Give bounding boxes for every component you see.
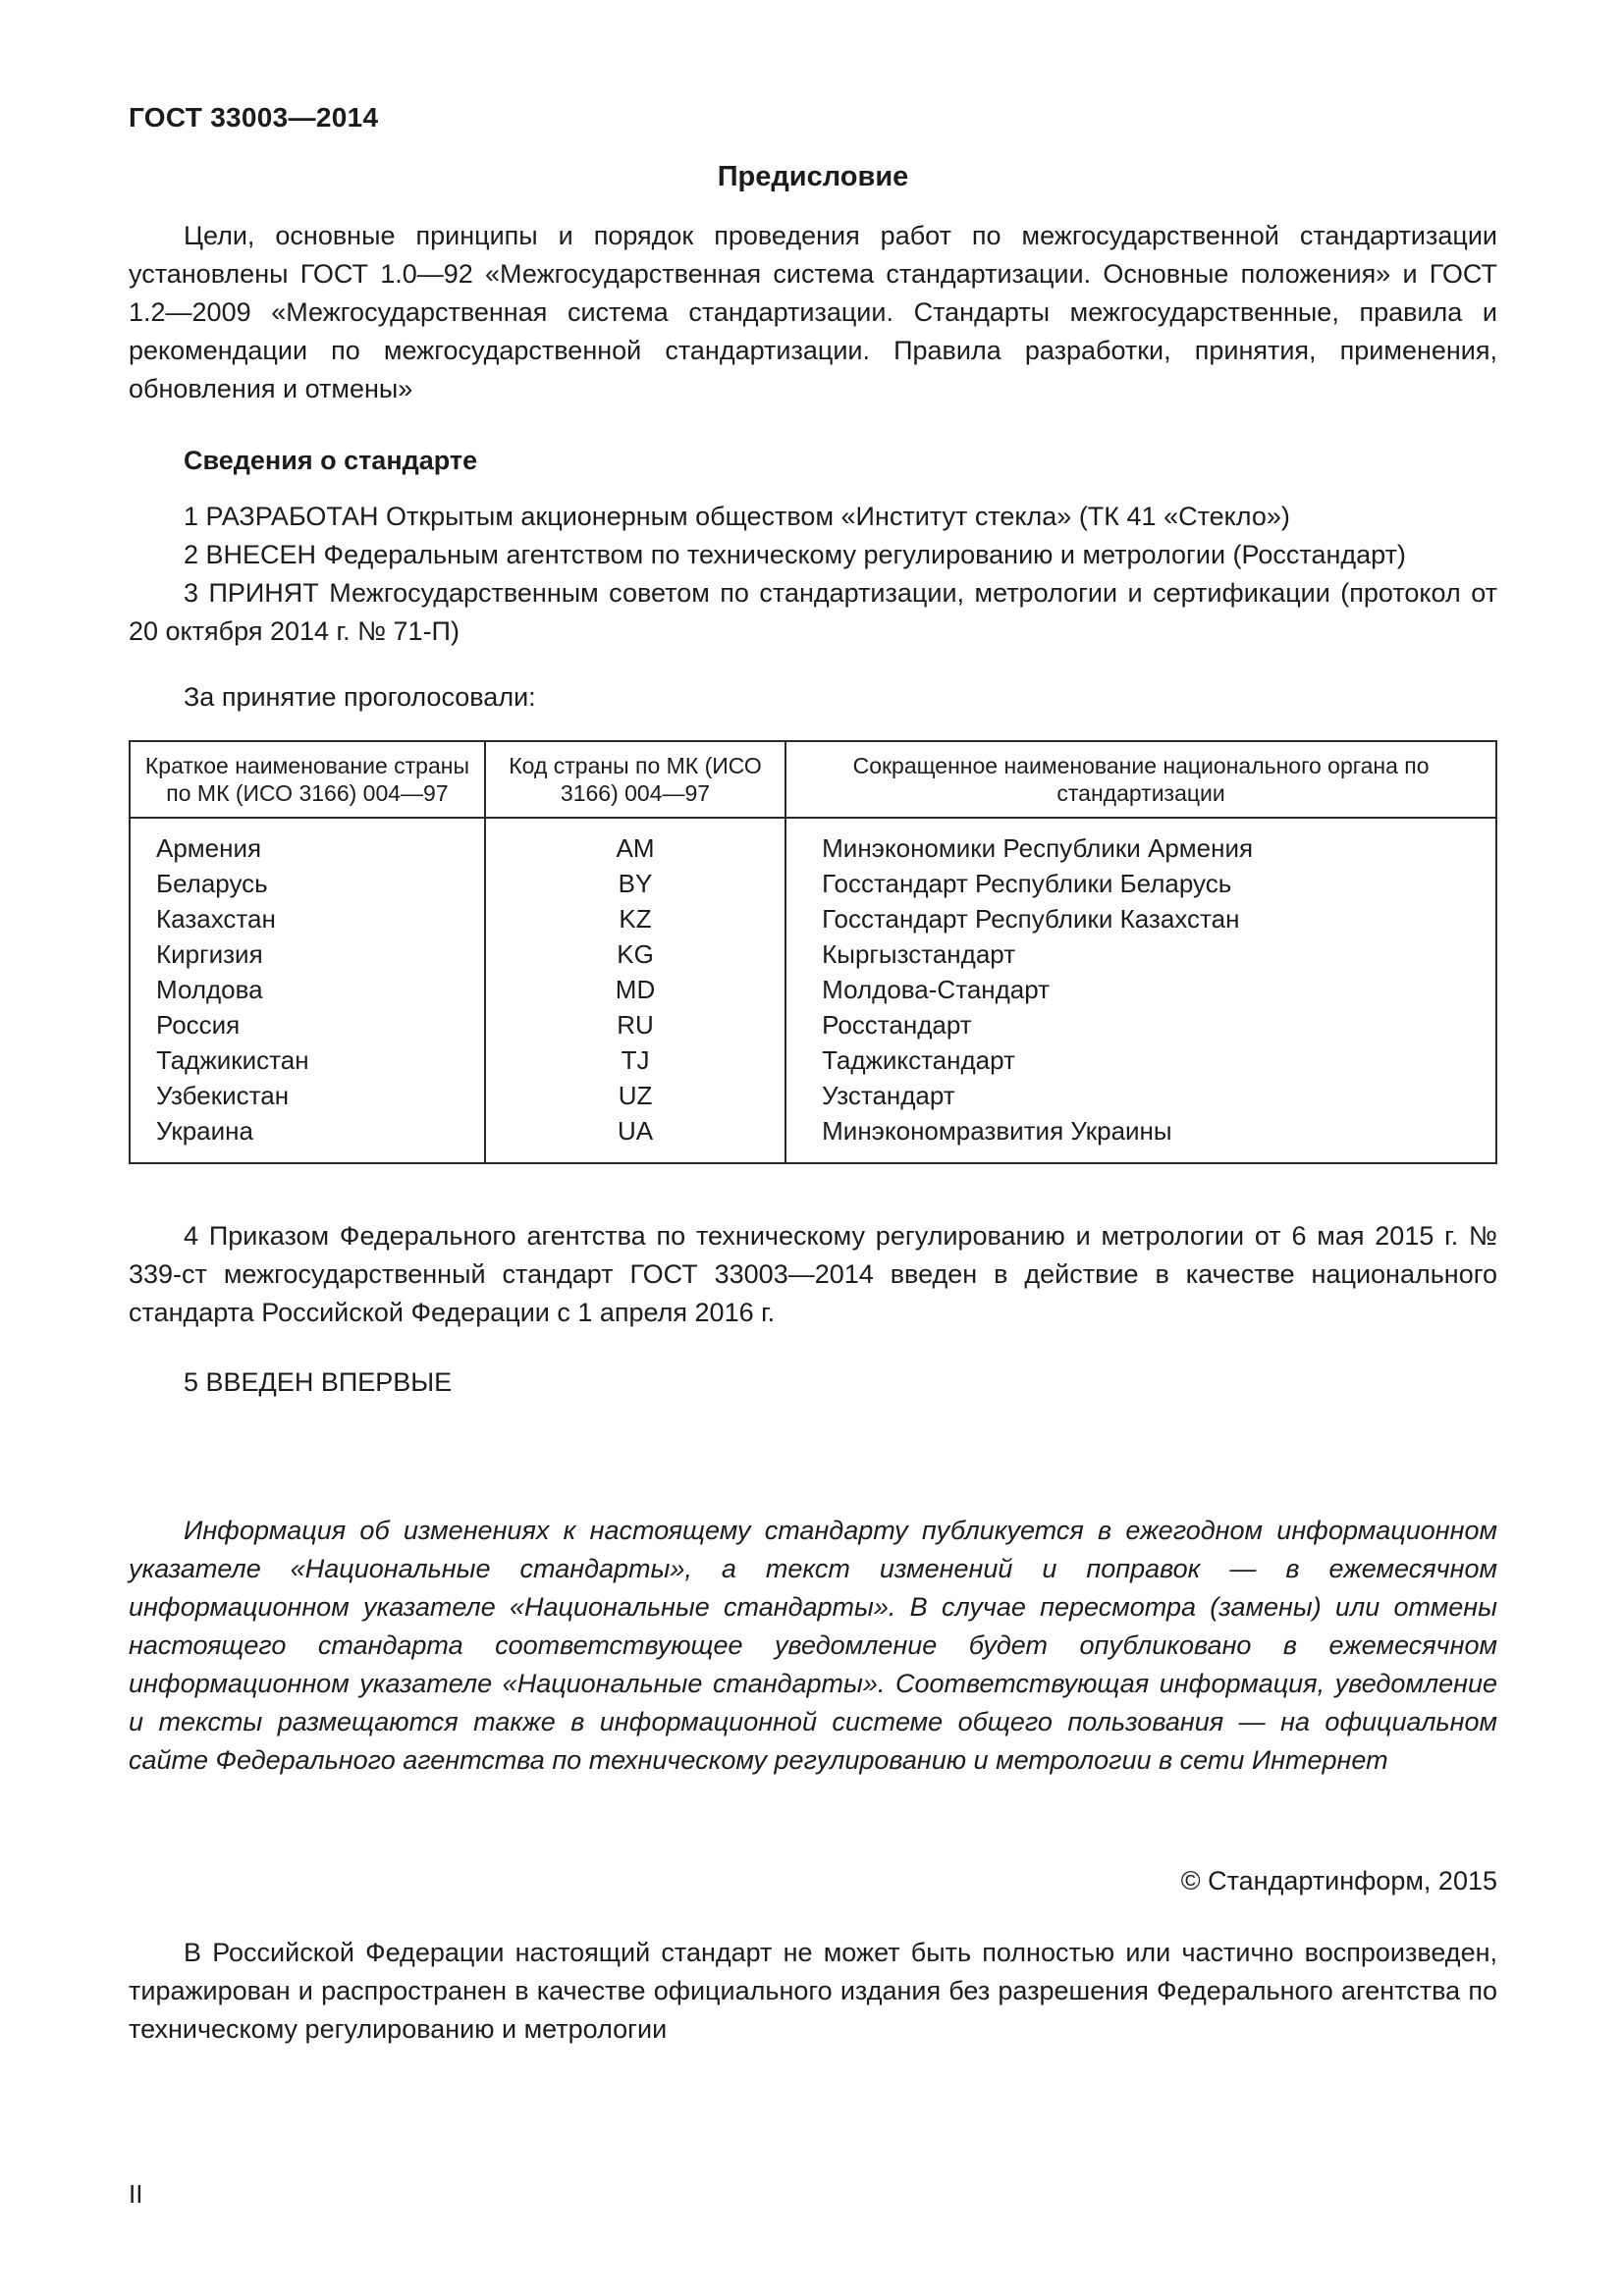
org-cell: Госстандарт Республики Казахстан bbox=[785, 901, 1496, 936]
country-cell: Киргизия bbox=[130, 936, 485, 972]
header-country-code: Код страны по МК (ИСО 3166) 004—97 bbox=[485, 741, 785, 818]
org-cell: Минэкономики Республики Армения bbox=[785, 818, 1496, 866]
copyright-line: © Стандартинформ, 2015 bbox=[1180, 1866, 1497, 1896]
foreword-item-3: 3 ПРИНЯТ Межгосударственным советом по стандартизации, метрологии и сертификации (протокол от 20 октября 2014 г. № 71-П) bbox=[129, 578, 1497, 646]
table-row bbox=[130, 936, 1496, 972]
org-cell: Росстандарт bbox=[785, 1007, 1496, 1042]
country-cell: Армения bbox=[130, 818, 485, 866]
foreword-item-5: 5 ВВЕДЕН ВПЕРВЫЕ bbox=[184, 1367, 453, 1397]
country-cell: Украина bbox=[130, 1113, 485, 1163]
header-national-body: Сокращенное наименование национального органа по стандартизации bbox=[785, 741, 1496, 818]
code-cell: TJ bbox=[485, 1042, 785, 1078]
table-row bbox=[130, 1007, 1496, 1042]
standard-info-heading: Сведения о стандарте bbox=[184, 446, 478, 475]
page-title: Предисловие bbox=[717, 161, 909, 192]
vote-table bbox=[129, 740, 1497, 1164]
country-cell: Казахстан bbox=[130, 901, 485, 936]
org-cell: Узстандарт bbox=[785, 1078, 1496, 1113]
page-number: II bbox=[129, 2179, 143, 2209]
foreword-intro-paragraph: Цели, основные принципы и порядок проведения работ по межгосударственной стандартизации установлены ГОСТ 1.0—92 «Межгосударственная система стандартизации. Основные положения» и ГОСТ 1.2—2009 «Межгосударственная система стандартизации. Стандарты межгосударственные, правила и рекомендации по межгосударственной стандартизации. Правила разработки, принятия, применения, обновления и отмены» bbox=[129, 221, 1497, 403]
org-cell: Минэкономразвития Украины bbox=[785, 1113, 1496, 1163]
country-cell: Беларусь bbox=[130, 866, 485, 901]
code-cell: RU bbox=[485, 1007, 785, 1042]
amendments-note: Информация об изменениях к настоящему стандарту публикуется в ежегодном информационном указателе «Национальные стандарты», а текст изменений и поправок — в ежемесячном информационном указателе «Национальные стандарты». В случае пересмотра (замены) или отмены настоящего стандарта соответствующее уведомление будет опубликовано в ежемесячном информационном указателе «Национальные стандарты». Соответствующая информация, уведомление и тексты размещаются также в информационной системе общего пользования — на официальном сайте Федерального агентства по техническому регулированию и метрологии в сети Интернет bbox=[129, 1516, 1497, 1775]
org-cell: Таджикстандарт bbox=[785, 1042, 1496, 1078]
table-row bbox=[130, 972, 1496, 1007]
country-cell: Молдова bbox=[130, 972, 485, 1007]
org-cell: Госстандарт Республики Беларусь bbox=[785, 866, 1496, 901]
code-cell: BY bbox=[485, 866, 785, 901]
org-cell: Кыргызстандарт bbox=[785, 936, 1496, 972]
foreword-item-4: 4 Приказом Федерального агентства по техническому регулированию и метрологии от 6 мая 2015 г. № 339-ст межгосударственный стандарт ГОСТ 33003—2014 введен в действие в качестве национального стандарта Российской Федерации с 1 апреля 2016 г. bbox=[129, 1221, 1497, 1327]
foreword-item-1: 1 РАЗРАБОТАН Открытым акционерным обществом «Институт стекла» (ТК 41 «Стекло») bbox=[184, 502, 1290, 531]
code-cell: MD bbox=[485, 972, 785, 1007]
code-cell: UA bbox=[485, 1113, 785, 1163]
org-cell: Молдова-Стандарт bbox=[785, 972, 1496, 1007]
doc-number: ГОСТ 33003—2014 bbox=[129, 102, 379, 133]
header-country-name: Краткое наименование страны по МК (ИСО 3166) 004—97 bbox=[130, 741, 485, 818]
table-row bbox=[130, 818, 1496, 866]
code-cell: KZ bbox=[485, 901, 785, 936]
country-cell: Таджикистан bbox=[130, 1042, 485, 1078]
code-cell: AM bbox=[485, 818, 785, 866]
country-cell: Россия bbox=[130, 1007, 485, 1042]
table-row bbox=[130, 866, 1496, 901]
reproduction-notice: В Российской Федерации настоящий стандарт не может быть полностью или частично воспроизведен, тиражирован и распространен в качестве официального издания без разрешения Федерального агентства по техническому регулированию и метрологии bbox=[129, 1938, 1497, 2044]
vote-table-header-row bbox=[130, 741, 1496, 818]
code-cell: KG bbox=[485, 936, 785, 972]
table-row bbox=[130, 1042, 1496, 1078]
foreword-item-2: 2 ВНЕСЕН Федеральным агентством по техническому регулированию и метрологии (Росстандарт) bbox=[184, 540, 1406, 569]
table-row bbox=[130, 1113, 1496, 1163]
table-row bbox=[130, 1078, 1496, 1113]
country-cell: Узбекистан bbox=[130, 1078, 485, 1113]
code-cell: UZ bbox=[485, 1078, 785, 1113]
vote-intro-line: За принятие проголосовали: bbox=[184, 682, 536, 712]
table-row bbox=[130, 901, 1496, 936]
